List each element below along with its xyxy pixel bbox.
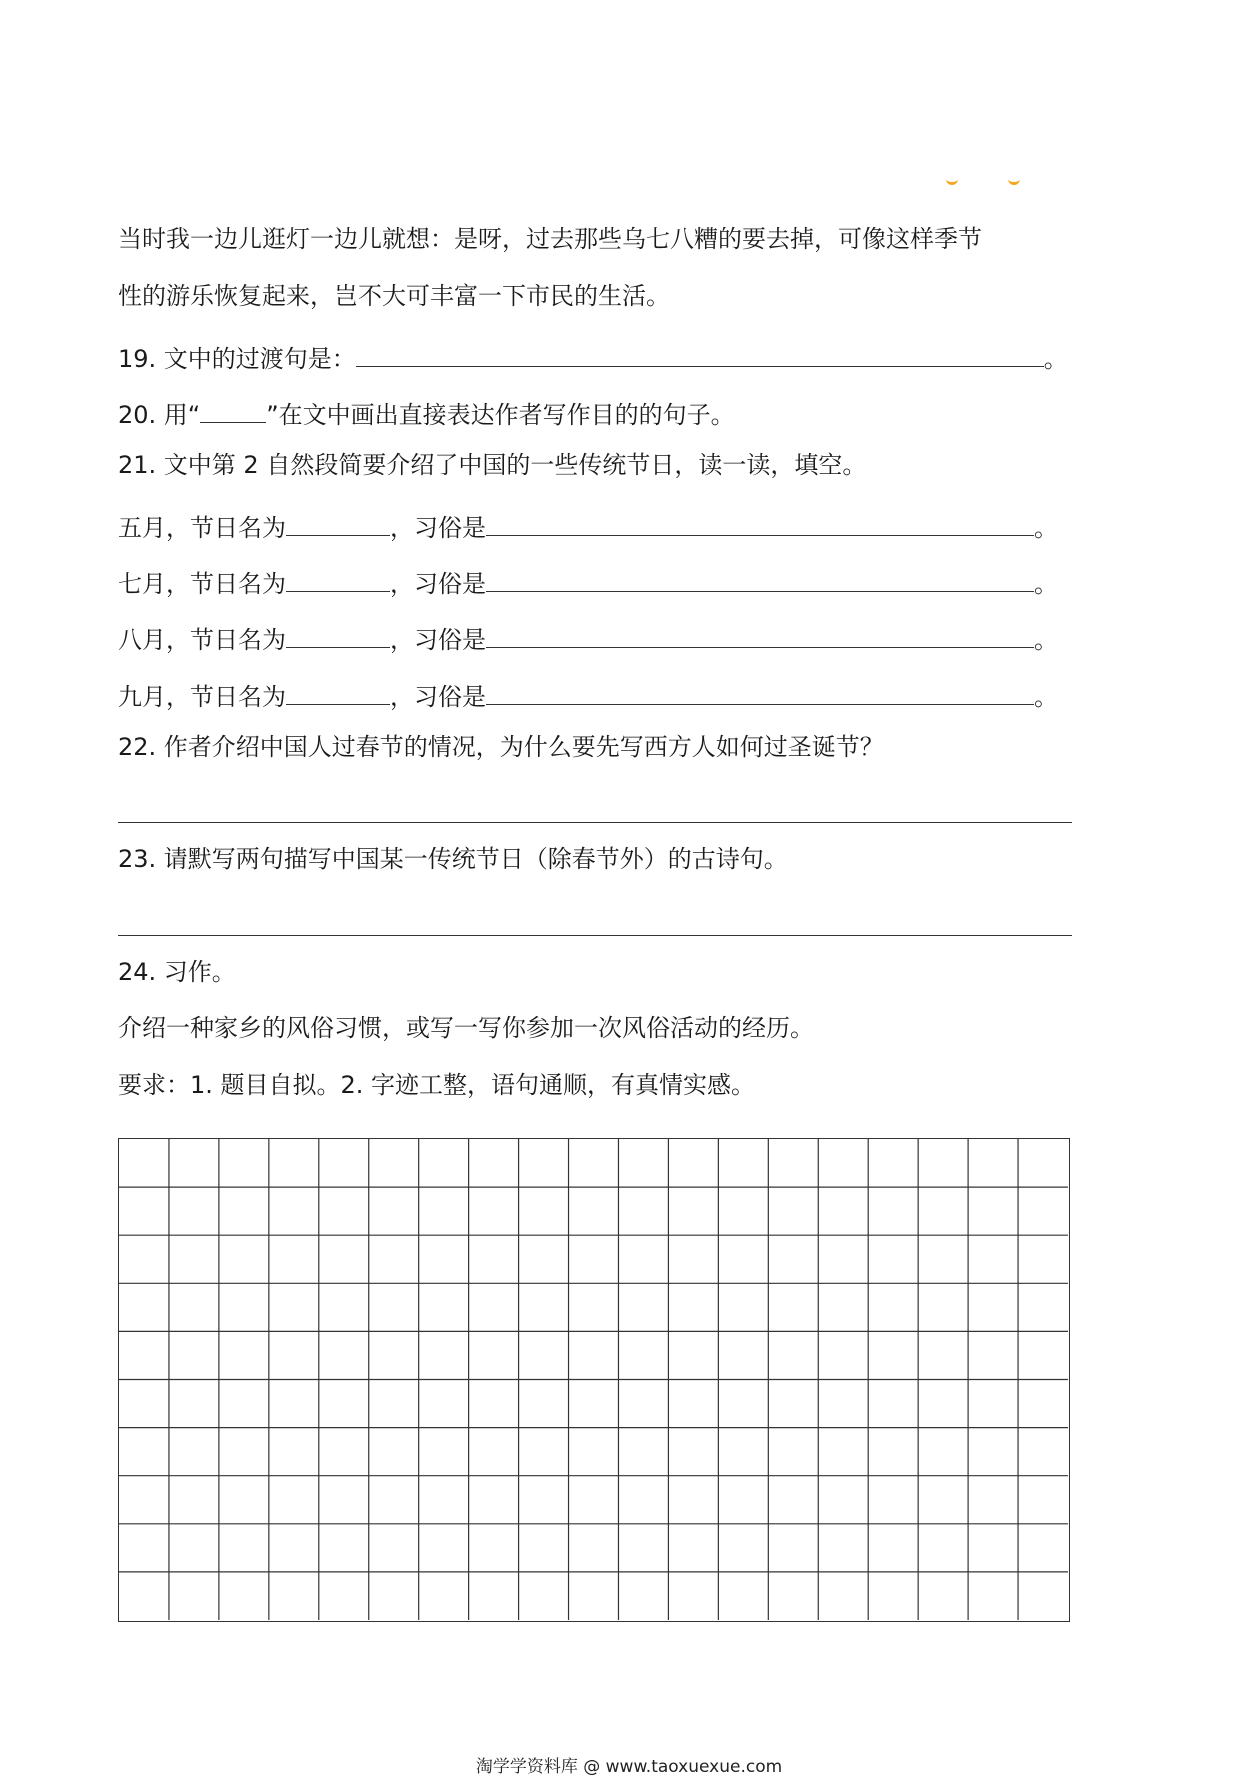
festival-name-blank[interactable] [286, 674, 390, 705]
question-20-suffix: ”在文中画出直接表达作者写作目的的句子。 [266, 401, 735, 429]
festival-name-blank[interactable] [286, 617, 390, 648]
festival-row [118, 674, 1058, 714]
footer-source: 淘学学资料库 @ www.taoxuexue.com [475, 1757, 783, 1777]
passage-line-1: 当时我一边儿逛灯一边儿就想：是呀，过去那些乌七八糟的要去掉，可像这样季节 [118, 225, 982, 253]
q22-answer-line[interactable] [118, 822, 1072, 823]
festival-row [118, 617, 1058, 657]
composition-grid-lines [119, 1139, 1068, 1620]
festival-custom-label: ，习俗是 [390, 683, 486, 711]
question-24-title: 24. 习作。 [118, 958, 236, 986]
festival-month-label: 七月，节日名为 [118, 570, 286, 598]
festival-row [118, 561, 1058, 601]
festival-custom-label: ，习俗是 [390, 514, 486, 542]
festival-name-blank[interactable] [286, 505, 390, 536]
decoration-mark-right [1008, 176, 1020, 185]
festival-month-label: 九月，节日名为 [118, 683, 286, 711]
decoration-mark-left [946, 176, 958, 185]
festival-custom-blank[interactable] [486, 617, 1034, 648]
question-19 [118, 336, 1068, 376]
question-23: 23. 请默写两句描写中国某一传统节日（除春节外）的古诗句。 [118, 845, 788, 873]
festival-row-end: 。 [1034, 514, 1058, 542]
festival-custom-blank[interactable] [486, 505, 1034, 536]
q19-answer-blank[interactable] [356, 336, 1044, 367]
festival-row-end: 。 [1034, 683, 1058, 711]
question-22: 22. 作者介绍中国人过春节的情况，为什么要先写西方人如何过圣诞节？ [118, 733, 884, 761]
q19-end: 。 [1043, 345, 1068, 373]
festival-month-label: 五月，节日名为 [118, 514, 286, 542]
q20-underline-sample [200, 392, 266, 423]
festival-row-end: 。 [1034, 626, 1058, 654]
festival-row-end: 。 [1034, 570, 1058, 598]
question-20-prefix: 20. 用“ [118, 401, 201, 429]
festival-custom-label: ，习俗是 [390, 626, 486, 654]
festival-custom-blank[interactable] [486, 674, 1034, 705]
q23-answer-line[interactable] [118, 935, 1072, 936]
festival-row [118, 505, 1058, 545]
question-19-text: 19. 文中的过渡句是： [118, 345, 356, 373]
festival-name-blank[interactable] [286, 561, 390, 592]
question-21: 21. 文中第 2 自然段简要介绍了中国的一些传统节日，读一读，填空。 [118, 451, 867, 479]
festival-month-label: 八月，节日名为 [118, 626, 286, 654]
festival-custom-blank[interactable] [486, 561, 1034, 592]
festival-custom-label: ，习俗是 [390, 570, 486, 598]
question-20 [118, 392, 735, 432]
question-24-prompt: 介绍一种家乡的风俗习惯，或写一写你参加一次风俗活动的经历。 [118, 1014, 814, 1042]
question-24-requirements: 要求：1. 题目自拟。2. 字迹工整，语句通顺，有真情实感。 [118, 1071, 756, 1099]
passage-line-2: 性的游乐恢复起来，岂不大可丰富一下市民的生活。 [118, 282, 670, 310]
composition-grid[interactable] [118, 1138, 1070, 1622]
